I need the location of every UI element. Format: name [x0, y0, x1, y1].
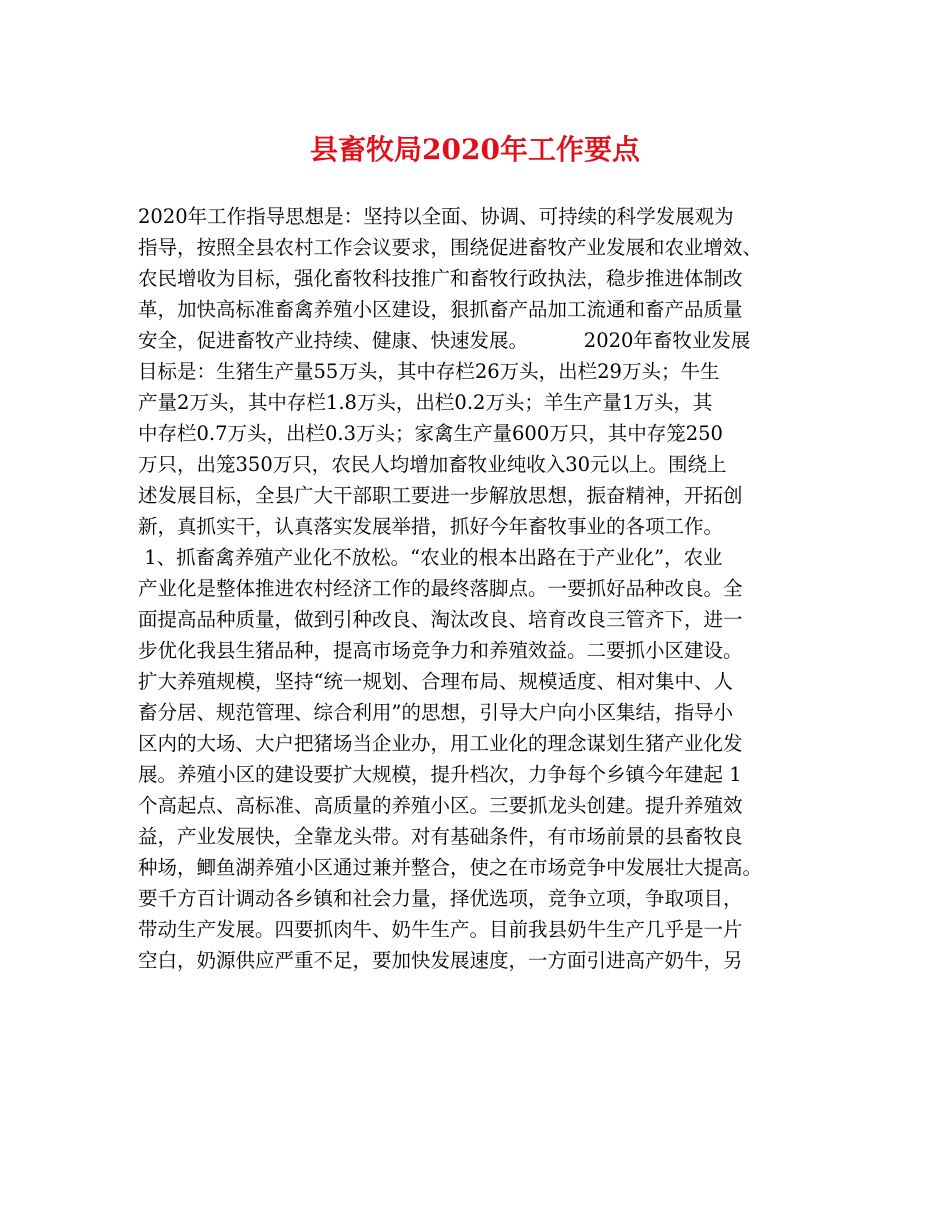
body-line: 要千方百计调动各乡镇和社会力量，择优选项，竞争立项，争取项目， [138, 887, 743, 910]
body-line: 革，加快高标准畜禽养殖小区建设，狠抓畜产品加工流通和畜产品质量 [138, 298, 743, 321]
document-body [138, 201, 818, 976]
body-line: 农民增收为目标，强化畜牧科技推广和畜牧行政执法，稳步推进体制改 [138, 267, 743, 290]
body-line: 新，真抓实干，认真落实发展举措，抓好今年畜牧事业的各项工作。 [138, 515, 724, 538]
body-line: 2020年工作指导思想是：坚持以全面、协调、可持续的科学发展观为 [138, 205, 734, 228]
body-line: 万只，出笼350万只，农民人均增加畜牧业纯收入30元以上。围绕上 [138, 453, 727, 476]
body-line: 述发展目标，全县广大干部职工要进一步解放思想，振奋精神，开拓创 [138, 484, 743, 507]
body-line: 面提高品种质量，做到引种改良、淘汰改良、培育改良三管齐下，进一 [138, 608, 743, 631]
body-line: 空白，奶源供应严重不足，要加快发展速度，一方面引进高产奶牛，另 [138, 949, 743, 972]
body-line: 展。养殖小区的建设要扩大规模，提升档次，力争每个乡镇今年建起 1 [138, 763, 742, 786]
body-line: 带动生产发展。四要抓肉牛、奶牛生产。目前我县奶牛生产几乎是一片 [138, 918, 743, 941]
body-line: 中存栏0.7万头，出栏0.3万头；家禽生产量600万只，其中存笼250 [138, 422, 723, 445]
document-title: 县畜牧局2020年工作要点 [310, 133, 640, 166]
body-line: 产量2万头，其中存栏1.8万头，出栏0.2万头；羊生产量1万头，其 [138, 391, 713, 414]
body-line: 目标是：生猪生产量55万头，其中存栏26万头，出栏29万头；牛生 [138, 360, 720, 383]
body-line: 畜分居、规范管理、综合利用”的思想，引导大户向小区集结，指导小 [138, 701, 733, 724]
body-line: 1、抓畜禽养殖产业化不放松。“农业的根本出路在于产业化”，农业 [138, 546, 723, 569]
body-line: 步优化我县生猪品种，提高市场竞争力和养殖效益。二要抓小区建设。 [138, 639, 743, 662]
body-line: 区内的大场、大户把猪场当企业办，用工业化的理念谋划生猪产业化发 [138, 732, 743, 755]
body-line: 指导，按照全县农村工作会议要求，围绕促进畜牧产业发展和农业增效、 [138, 236, 763, 259]
body-line: 产业化是整体推进农村经济工作的最终落脚点。一要抓好品种改良。全 [138, 577, 743, 600]
body-line: 个高起点、高标准、高质量的养殖小区。三要抓龙头创建。提升养殖效 [138, 794, 743, 817]
body-line: 益，产业发展快，全靠龙头带。对有基础条件，有市场前景的县畜牧良 [138, 825, 743, 848]
body-line: 种场，鲫鱼湖养殖小区通过兼并整合，使之在市场竞争中发展壮大提高。 [138, 856, 763, 879]
body-line: 安全，促进畜牧产业持续、健康、快速发展。 2020年畜牧业发展 [138, 329, 751, 352]
body-line: 扩大养殖规模，坚持“统一规划、合理布局、规模适度、相对集中、人 [138, 670, 733, 693]
